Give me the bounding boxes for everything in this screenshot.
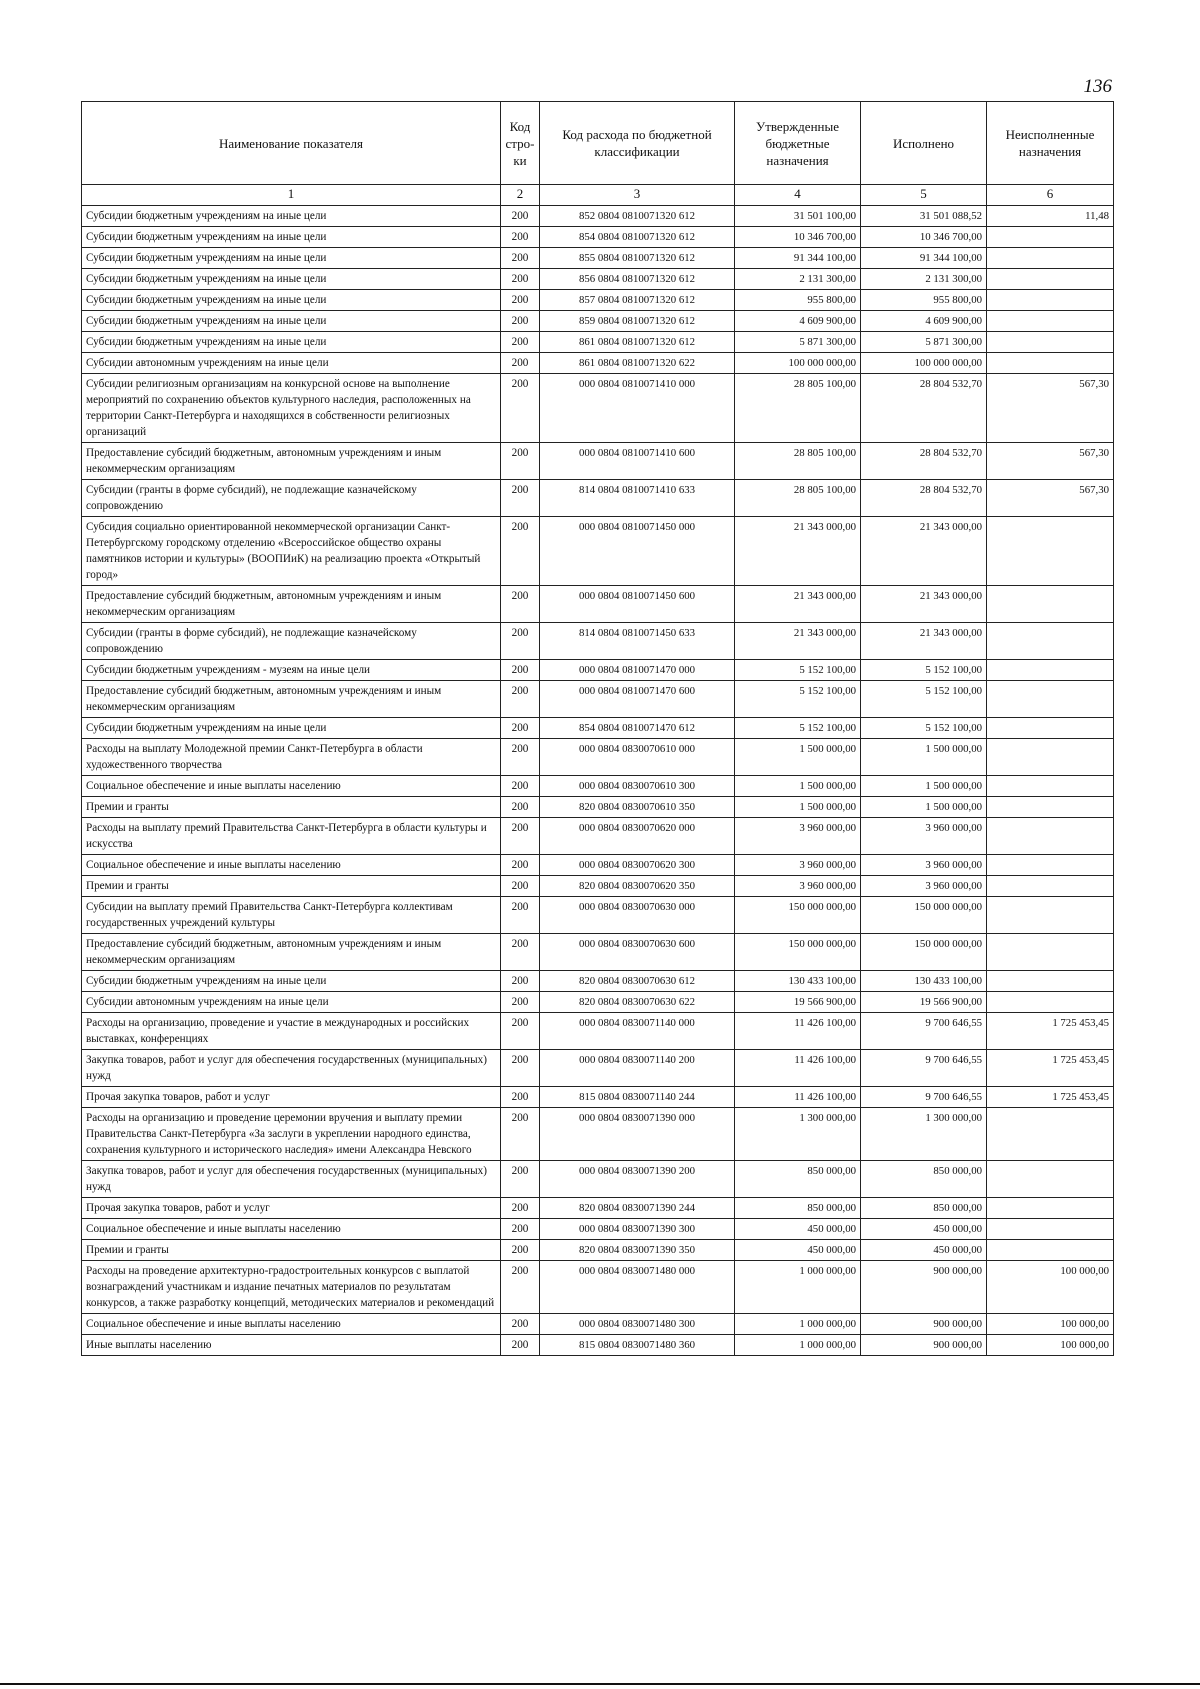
row-budget-code: 857 0804 0810071320 612	[540, 290, 735, 311]
row-unexecuted: 100 000,00	[987, 1314, 1114, 1335]
row-line-code: 200	[501, 1219, 540, 1240]
row-name: Субсидии бюджетным учреждениям на иные цели	[82, 269, 501, 290]
row-unexecuted	[987, 332, 1114, 353]
row-approved: 91 344 100,00	[735, 248, 861, 269]
row-name: Премии и гранты	[82, 1240, 501, 1261]
row-name: Иные выплаты населению	[82, 1335, 501, 1356]
row-line-code: 200	[501, 374, 540, 443]
row-unexecuted	[987, 897, 1114, 934]
row-line-code: 200	[501, 206, 540, 227]
row-name: Субсидии религиозным организациям на конкурсной основе на выполнение мероприятий по сохранению объектов культурного наследия, расположенных на территории Санкт-Петербурга и находящихся в собственности религиозных организаций	[82, 374, 501, 443]
row-budget-code: 000 0804 0830070620 300	[540, 855, 735, 876]
row-unexecuted	[987, 876, 1114, 897]
row-executed: 31 501 088,52	[861, 206, 987, 227]
table-row	[82, 934, 1114, 971]
row-line-code: 200	[501, 311, 540, 332]
row-line-code: 200	[501, 1087, 540, 1108]
row-name: Субсидии бюджетным учреждениям на иные цели	[82, 718, 501, 739]
row-budget-code: 820 0804 0830071390 350	[540, 1240, 735, 1261]
row-line-code: 200	[501, 660, 540, 681]
row-budget-code: 861 0804 0810071320 622	[540, 353, 735, 374]
row-line-code: 200	[501, 1013, 540, 1050]
table-row	[82, 1335, 1114, 1356]
row-executed: 1 300 000,00	[861, 1108, 987, 1161]
row-unexecuted	[987, 248, 1114, 269]
table-row	[82, 876, 1114, 897]
row-line-code: 200	[501, 290, 540, 311]
row-executed: 28 804 532,70	[861, 374, 987, 443]
row-budget-code: 000 0804 0830070630 000	[540, 897, 735, 934]
row-executed: 5 152 100,00	[861, 660, 987, 681]
table-row	[82, 206, 1114, 227]
row-line-code: 200	[501, 897, 540, 934]
row-approved: 11 426 100,00	[735, 1050, 861, 1087]
table-row	[82, 1108, 1114, 1161]
row-approved: 11 426 100,00	[735, 1087, 861, 1108]
row-executed: 91 344 100,00	[861, 248, 987, 269]
row-approved: 4 609 900,00	[735, 311, 861, 332]
row-name: Субсидии на выплату премий Правительства Санкт-Петербурга коллективам государственных учреждений культуры	[82, 897, 501, 934]
row-executed: 850 000,00	[861, 1198, 987, 1219]
row-executed: 1 500 000,00	[861, 739, 987, 776]
row-approved: 28 805 100,00	[735, 480, 861, 517]
table-row	[82, 1219, 1114, 1240]
row-line-code: 200	[501, 1240, 540, 1261]
column-number: 5	[861, 185, 987, 206]
row-executed: 150 000 000,00	[861, 934, 987, 971]
row-budget-code: 820 0804 0830070630 622	[540, 992, 735, 1013]
table-row	[82, 992, 1114, 1013]
row-unexecuted	[987, 227, 1114, 248]
row-line-code: 200	[501, 855, 540, 876]
row-name: Социальное обеспечение и иные выплаты населению	[82, 1314, 501, 1335]
row-executed: 21 343 000,00	[861, 586, 987, 623]
row-line-code: 200	[501, 992, 540, 1013]
row-budget-code: 815 0804 0830071140 244	[540, 1087, 735, 1108]
row-budget-code: 000 0804 0830070620 000	[540, 818, 735, 855]
table-row	[82, 623, 1114, 660]
row-approved: 19 566 900,00	[735, 992, 861, 1013]
table-row	[82, 681, 1114, 718]
row-name: Расходы на выплату Молодежной премии Санкт-Петербурга в области художественного творчества	[82, 739, 501, 776]
row-budget-code: 855 0804 0810071320 612	[540, 248, 735, 269]
row-executed: 450 000,00	[861, 1219, 987, 1240]
table-row	[82, 586, 1114, 623]
row-executed: 5 152 100,00	[861, 681, 987, 718]
row-budget-code: 000 0804 0810071410 600	[540, 443, 735, 480]
row-unexecuted	[987, 623, 1114, 660]
row-name: Предоставление субсидий бюджетным, автономным учреждениям и иным некоммерческим организациям	[82, 681, 501, 718]
row-unexecuted: 1 725 453,45	[987, 1087, 1114, 1108]
row-unexecuted: 567,30	[987, 443, 1114, 480]
row-unexecuted: 100 000,00	[987, 1335, 1114, 1356]
row-line-code: 200	[501, 797, 540, 818]
row-line-code: 200	[501, 269, 540, 290]
row-approved: 1 000 000,00	[735, 1261, 861, 1314]
row-line-code: 200	[501, 739, 540, 776]
row-approved: 3 960 000,00	[735, 876, 861, 897]
table-row	[82, 797, 1114, 818]
row-unexecuted	[987, 992, 1114, 1013]
row-unexecuted	[987, 1161, 1114, 1198]
row-name: Субсидии (гранты в форме субсидий), не подлежащие казначейскому сопровождению	[82, 623, 501, 660]
row-executed: 3 960 000,00	[861, 876, 987, 897]
row-unexecuted: 567,30	[987, 480, 1114, 517]
row-line-code: 200	[501, 248, 540, 269]
row-name: Предоставление субсидий бюджетным, автономным учреждениям и иным некоммерческим организациям	[82, 443, 501, 480]
table-row	[82, 1261, 1114, 1314]
row-line-code: 200	[501, 353, 540, 374]
table-row	[82, 776, 1114, 797]
row-name: Субсидии автономным учреждениям на иные цели	[82, 353, 501, 374]
row-executed: 1 500 000,00	[861, 797, 987, 818]
row-approved: 130 433 100,00	[735, 971, 861, 992]
row-executed: 4 609 900,00	[861, 311, 987, 332]
row-name: Расходы на организацию, проведение и участие в международных и российских выставках, конференциях	[82, 1013, 501, 1050]
table-row	[82, 739, 1114, 776]
row-line-code: 200	[501, 934, 540, 971]
row-line-code: 200	[501, 332, 540, 353]
table-row	[82, 971, 1114, 992]
row-unexecuted	[987, 586, 1114, 623]
row-approved: 28 805 100,00	[735, 374, 861, 443]
row-approved: 450 000,00	[735, 1240, 861, 1261]
row-name: Субсидии (гранты в форме субсидий), не подлежащие казначейскому сопровождению	[82, 480, 501, 517]
row-budget-code: 820 0804 0830071390 244	[540, 1198, 735, 1219]
row-executed: 3 960 000,00	[861, 855, 987, 876]
row-approved: 3 960 000,00	[735, 855, 861, 876]
row-unexecuted	[987, 660, 1114, 681]
page-bottom-rule	[0, 1683, 1200, 1685]
row-unexecuted: 1 725 453,45	[987, 1050, 1114, 1087]
row-budget-code: 000 0804 0830070610 300	[540, 776, 735, 797]
table-row	[82, 332, 1114, 353]
row-name: Социальное обеспечение и иные выплаты населению	[82, 776, 501, 797]
row-unexecuted	[987, 290, 1114, 311]
row-approved: 1 500 000,00	[735, 739, 861, 776]
row-budget-code: 820 0804 0830070630 612	[540, 971, 735, 992]
row-approved: 21 343 000,00	[735, 586, 861, 623]
row-executed: 5 152 100,00	[861, 718, 987, 739]
row-approved: 100 000 000,00	[735, 353, 861, 374]
row-name: Социальное обеспечение и иные выплаты населению	[82, 1219, 501, 1240]
table-row	[82, 855, 1114, 876]
table-body	[82, 206, 1114, 1356]
row-executed: 19 566 900,00	[861, 992, 987, 1013]
row-budget-code: 814 0804 0810071410 633	[540, 480, 735, 517]
row-name: Субсидии бюджетным учреждениям на иные цели	[82, 227, 501, 248]
row-unexecuted	[987, 269, 1114, 290]
row-name: Закупка товаров, работ и услуг для обеспечения государственных (муниципальных) нужд	[82, 1161, 501, 1198]
table-row	[82, 1161, 1114, 1198]
row-executed: 28 804 532,70	[861, 443, 987, 480]
row-budget-code: 854 0804 0810071470 612	[540, 718, 735, 739]
row-unexecuted	[987, 818, 1114, 855]
column-number: 3	[540, 185, 735, 206]
row-name: Субсидии бюджетным учреждениям на иные цели	[82, 206, 501, 227]
row-unexecuted	[987, 797, 1114, 818]
row-line-code: 200	[501, 1161, 540, 1198]
row-executed: 21 343 000,00	[861, 623, 987, 660]
row-approved: 5 152 100,00	[735, 660, 861, 681]
row-budget-code: 000 0804 0830071480 000	[540, 1261, 735, 1314]
column-number: 6	[987, 185, 1114, 206]
column-number: 2	[501, 185, 540, 206]
row-line-code: 200	[501, 227, 540, 248]
table-row	[82, 818, 1114, 855]
table-row	[82, 269, 1114, 290]
row-name: Субсидии бюджетным учреждениям на иные цели	[82, 332, 501, 353]
row-line-code: 200	[501, 876, 540, 897]
row-budget-code: 820 0804 0830070610 350	[540, 797, 735, 818]
row-budget-code: 000 0804 0830071140 000	[540, 1013, 735, 1050]
row-approved: 2 131 300,00	[735, 269, 861, 290]
row-line-code: 200	[501, 586, 540, 623]
row-name: Субсидии бюджетным учреждениям на иные цели	[82, 248, 501, 269]
table-row	[82, 517, 1114, 586]
row-executed: 2 131 300,00	[861, 269, 987, 290]
row-unexecuted: 567,30	[987, 374, 1114, 443]
row-approved: 850 000,00	[735, 1198, 861, 1219]
row-line-code: 200	[501, 1314, 540, 1335]
row-approved: 21 343 000,00	[735, 623, 861, 660]
row-name: Субсидии бюджетным учреждениям на иные цели	[82, 290, 501, 311]
row-name: Субсидии бюджетным учреждениям на иные цели	[82, 971, 501, 992]
header-name: Наименование показателя	[82, 102, 501, 185]
row-executed: 130 433 100,00	[861, 971, 987, 992]
row-approved: 11 426 100,00	[735, 1013, 861, 1050]
row-budget-code: 000 0804 0810071450 000	[540, 517, 735, 586]
row-executed: 850 000,00	[861, 1161, 987, 1198]
table-row	[82, 227, 1114, 248]
row-approved: 31 501 100,00	[735, 206, 861, 227]
row-budget-code: 854 0804 0810071320 612	[540, 227, 735, 248]
row-approved: 1 500 000,00	[735, 797, 861, 818]
row-budget-code: 000 0804 0830070630 600	[540, 934, 735, 971]
row-approved: 150 000 000,00	[735, 897, 861, 934]
row-approved: 1 000 000,00	[735, 1335, 861, 1356]
row-line-code: 200	[501, 1050, 540, 1087]
row-line-code: 200	[501, 776, 540, 797]
row-executed: 900 000,00	[861, 1314, 987, 1335]
row-approved: 1 500 000,00	[735, 776, 861, 797]
row-line-code: 200	[501, 1335, 540, 1356]
column-number-row	[82, 185, 1114, 206]
row-executed: 450 000,00	[861, 1240, 987, 1261]
row-approved: 21 343 000,00	[735, 517, 861, 586]
row-approved: 150 000 000,00	[735, 934, 861, 971]
row-budget-code: 000 0804 0810071470 000	[540, 660, 735, 681]
header-line-code: Код стро-ки	[501, 102, 540, 185]
row-executed: 9 700 646,55	[861, 1013, 987, 1050]
row-executed: 21 343 000,00	[861, 517, 987, 586]
row-budget-code: 000 0804 0830071390 200	[540, 1161, 735, 1198]
table-row	[82, 1087, 1114, 1108]
table-row	[82, 660, 1114, 681]
row-unexecuted	[987, 1108, 1114, 1161]
row-unexecuted	[987, 353, 1114, 374]
row-unexecuted	[987, 934, 1114, 971]
row-unexecuted	[987, 971, 1114, 992]
row-name: Предоставление субсидий бюджетным, автономным учреждениям и иным некоммерческим организациям	[82, 934, 501, 971]
row-unexecuted	[987, 1198, 1114, 1219]
row-unexecuted	[987, 1240, 1114, 1261]
table-row	[82, 311, 1114, 332]
table-row	[82, 1013, 1114, 1050]
row-name: Предоставление субсидий бюджетным, автономным учреждениям и иным некоммерческим организациям	[82, 586, 501, 623]
table-row	[82, 290, 1114, 311]
row-budget-code: 814 0804 0810071450 633	[540, 623, 735, 660]
column-number: 1	[82, 185, 501, 206]
row-budget-code: 000 0804 0830070610 000	[540, 739, 735, 776]
row-name: Премии и гранты	[82, 797, 501, 818]
row-line-code: 200	[501, 681, 540, 718]
row-name: Прочая закупка товаров, работ и услуг	[82, 1198, 501, 1219]
row-budget-code: 000 0804 0810071450 600	[540, 586, 735, 623]
header-unexecuted: Неисполненные назначения	[987, 102, 1114, 185]
budget-execution-table	[81, 101, 1114, 1356]
row-budget-code: 000 0804 0810071470 600	[540, 681, 735, 718]
row-executed: 100 000 000,00	[861, 353, 987, 374]
table-row	[82, 443, 1114, 480]
row-name: Социальное обеспечение и иные выплаты населению	[82, 855, 501, 876]
row-unexecuted	[987, 718, 1114, 739]
row-approved: 10 346 700,00	[735, 227, 861, 248]
row-name: Субсидия социально ориентированной некоммерческой организации Санкт-Петербургскому городскому отделению «Всероссийское общество охраны памятников истории и культуры» (ВООПИиК) на реализацию проекта «Открытый город»	[82, 517, 501, 586]
row-unexecuted	[987, 681, 1114, 718]
row-name: Премии и гранты	[82, 876, 501, 897]
row-name: Закупка товаров, работ и услуг для обеспечения государственных (муниципальных) нужд	[82, 1050, 501, 1087]
row-unexecuted	[987, 311, 1114, 332]
row-budget-code: 000 0804 0830071390 300	[540, 1219, 735, 1240]
header-row	[82, 102, 1114, 185]
table-row	[82, 248, 1114, 269]
row-line-code: 200	[501, 971, 540, 992]
row-unexecuted	[987, 1219, 1114, 1240]
row-budget-code: 859 0804 0810071320 612	[540, 311, 735, 332]
row-line-code: 200	[501, 1198, 540, 1219]
row-executed: 1 500 000,00	[861, 776, 987, 797]
row-line-code: 200	[501, 1108, 540, 1161]
row-line-code: 200	[501, 480, 540, 517]
header-budget-code: Код расхода по бюджетной классификации	[540, 102, 735, 185]
row-approved: 5 152 100,00	[735, 718, 861, 739]
row-unexecuted: 100 000,00	[987, 1261, 1114, 1314]
table-row	[82, 1050, 1114, 1087]
page-number: 136	[1083, 76, 1112, 97]
row-approved: 450 000,00	[735, 1219, 861, 1240]
row-line-code: 200	[501, 1261, 540, 1314]
row-unexecuted	[987, 517, 1114, 586]
row-unexecuted	[987, 776, 1114, 797]
row-approved: 5 871 300,00	[735, 332, 861, 353]
row-unexecuted	[987, 739, 1114, 776]
row-line-code: 200	[501, 443, 540, 480]
row-approved: 850 000,00	[735, 1161, 861, 1198]
row-approved: 955 800,00	[735, 290, 861, 311]
row-executed: 28 804 532,70	[861, 480, 987, 517]
row-approved: 1 000 000,00	[735, 1314, 861, 1335]
table-row	[82, 897, 1114, 934]
row-budget-code: 861 0804 0810071320 612	[540, 332, 735, 353]
table-row	[82, 480, 1114, 517]
row-line-code: 200	[501, 517, 540, 586]
column-number: 4	[735, 185, 861, 206]
row-executed: 9 700 646,55	[861, 1087, 987, 1108]
table-row	[82, 1314, 1114, 1335]
header-executed: Исполнено	[861, 102, 987, 185]
row-budget-code: 000 0804 0830071390 000	[540, 1108, 735, 1161]
row-name: Субсидии автономным учреждениям на иные цели	[82, 992, 501, 1013]
header-approved: Утвержденные бюджетные назначения	[735, 102, 861, 185]
row-name: Расходы на выплату премий Правительства Санкт-Петербурга в области культуры и искусства	[82, 818, 501, 855]
row-line-code: 200	[501, 818, 540, 855]
row-approved: 28 805 100,00	[735, 443, 861, 480]
row-line-code: 200	[501, 718, 540, 739]
row-line-code: 200	[501, 623, 540, 660]
row-executed: 3 960 000,00	[861, 818, 987, 855]
row-approved: 5 152 100,00	[735, 681, 861, 718]
row-executed: 900 000,00	[861, 1335, 987, 1356]
row-unexecuted: 1 725 453,45	[987, 1013, 1114, 1050]
table-row	[82, 1198, 1114, 1219]
row-name: Прочая закупка товаров, работ и услуг	[82, 1087, 501, 1108]
row-executed: 9 700 646,55	[861, 1050, 987, 1087]
row-name: Субсидии бюджетным учреждениям на иные цели	[82, 311, 501, 332]
row-budget-code: 856 0804 0810071320 612	[540, 269, 735, 290]
row-approved: 1 300 000,00	[735, 1108, 861, 1161]
row-budget-code: 852 0804 0810071320 612	[540, 206, 735, 227]
row-budget-code: 000 0804 0830071140 200	[540, 1050, 735, 1087]
row-budget-code: 000 0804 0830071480 300	[540, 1314, 735, 1335]
row-executed: 10 346 700,00	[861, 227, 987, 248]
table-row	[82, 1240, 1114, 1261]
row-executed: 955 800,00	[861, 290, 987, 311]
row-unexecuted	[987, 855, 1114, 876]
row-name: Расходы на проведение архитектурно-градостроительных конкурсов с выплатой вознаграждений участникам и издание печатных материалов по результатам конкурсов, а также разработку концепций, методических материалов и рекомендаций	[82, 1261, 501, 1314]
table-row	[82, 353, 1114, 374]
row-name: Субсидии бюджетным учреждениям - музеям на иные цели	[82, 660, 501, 681]
row-unexecuted: 11,48	[987, 206, 1114, 227]
table-row	[82, 374, 1114, 443]
row-budget-code: 000 0804 0810071410 000	[540, 374, 735, 443]
row-executed: 5 871 300,00	[861, 332, 987, 353]
row-approved: 3 960 000,00	[735, 818, 861, 855]
row-executed: 900 000,00	[861, 1261, 987, 1314]
row-name: Расходы на организацию и проведение церемонии вручения и выплату премии Правительства Санкт-Петербурга «За заслуги в укреплении народного единства, сохранения культурного и исторического наследия» имени Александра Невского	[82, 1108, 501, 1161]
row-executed: 150 000 000,00	[861, 897, 987, 934]
row-budget-code: 815 0804 0830071480 360	[540, 1335, 735, 1356]
table-row	[82, 718, 1114, 739]
row-budget-code: 820 0804 0830070620 350	[540, 876, 735, 897]
